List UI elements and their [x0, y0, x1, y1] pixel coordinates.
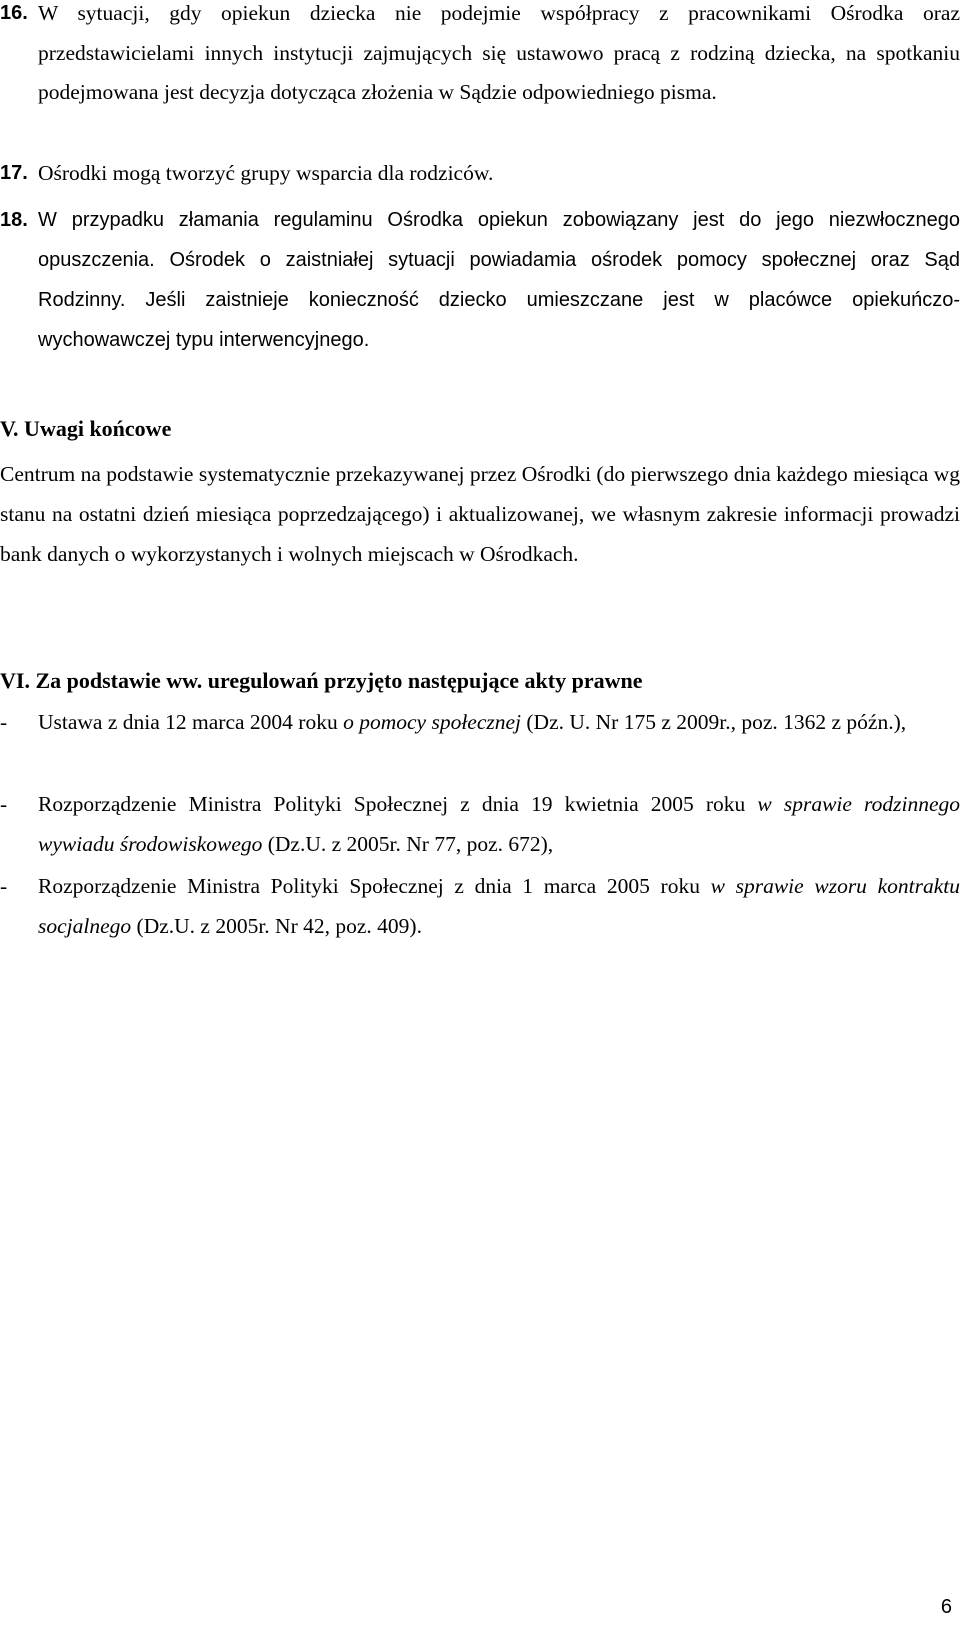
law-reference: (Dz.U. z 2005r. Nr 77, poz. 672),: [262, 832, 554, 856]
item-number: 16.: [0, 2, 28, 24]
item-number: 17.: [0, 162, 28, 184]
law-reference: (Dz. U. Nr 175 z 2009r., poz. 1362 z późn.),: [521, 710, 907, 734]
law-text: Ustawa z dnia 12 marca 2004 roku: [38, 710, 344, 734]
law-title: w sprawie rodzinnego wywiadu środowiskowego: [38, 792, 960, 856]
item-text: W sytuacji, gdy opiekun dziecka nie podejmie współpracy z pracownikami Ośrodka oraz przedstawicielami innych instytucji zajmujących się ustawowo pracą z rodziną dziecka, na spotkaniu podejmowana jest decyzja dotycząca złożenia w Sądzie odpowiedniego pisma.: [38, 1, 960, 104]
law-item-3: [0, 866, 960, 946]
section-5-paragraph: Centrum na podstawie systematycznie przekazywanej przez Ośrodki (do pierwszego dnia każdego miesiąca wg stanu na ostatni dzień miesiąca poprzedzającego) i aktualizowanej, we własnym zakresie informacji prowadzi bank danych o wykorzystanych i wolnych miejscach w Ośrodkach.: [0, 462, 960, 566]
item-number: 18.: [0, 209, 28, 231]
page-number: 6: [940, 1596, 952, 1618]
law-text: Rozporządzenie Ministra Polityki Społecznej z dnia 19 kwietnia 2005 roku: [38, 792, 758, 816]
law-title: o pomocy społecznej: [343, 710, 522, 734]
list-dash: -: [0, 710, 8, 734]
section-heading-5: V. Uwagi końcowe: [0, 416, 172, 441]
section-heading-6: VI. Za podstawie ww. uregulowań przyjęto następujące akty prawne: [0, 668, 643, 693]
law-text: Rozporządzenie Ministra Polityki Społecznej z dnia 1 marca 2005 roku: [38, 874, 711, 898]
list-item-17: [0, 154, 960, 194]
law-title: w sprawie wzoru kontraktu socjalnego: [38, 874, 960, 938]
law-reference: (Dz.U. z 2005r. Nr 42, poz. 409).: [131, 914, 422, 938]
item-text: Ośrodki mogą tworzyć grupy wsparcia dla rodziców.: [38, 161, 494, 185]
law-item-1: [0, 702, 960, 742]
list-item-18: [0, 200, 960, 360]
item-text: W przypadku złamania regulaminu Ośrodka opiekun zobowiązany jest do jego niezwłocznego opuszczenia. Ośrodek o zaistniałej sytuacji powiadamia ośrodek pomocy społecznej oraz Sąd Rodzinny. Jeśli zaistnieje konieczność dziecko umieszczane jest w placówce opiekuńczo-wychowawczej typu interwencyjnego.: [38, 209, 960, 351]
list-dash: -: [0, 874, 8, 898]
list-item-16: [0, 0, 960, 113]
law-item-2: [0, 784, 960, 864]
list-dash: -: [0, 792, 8, 816]
